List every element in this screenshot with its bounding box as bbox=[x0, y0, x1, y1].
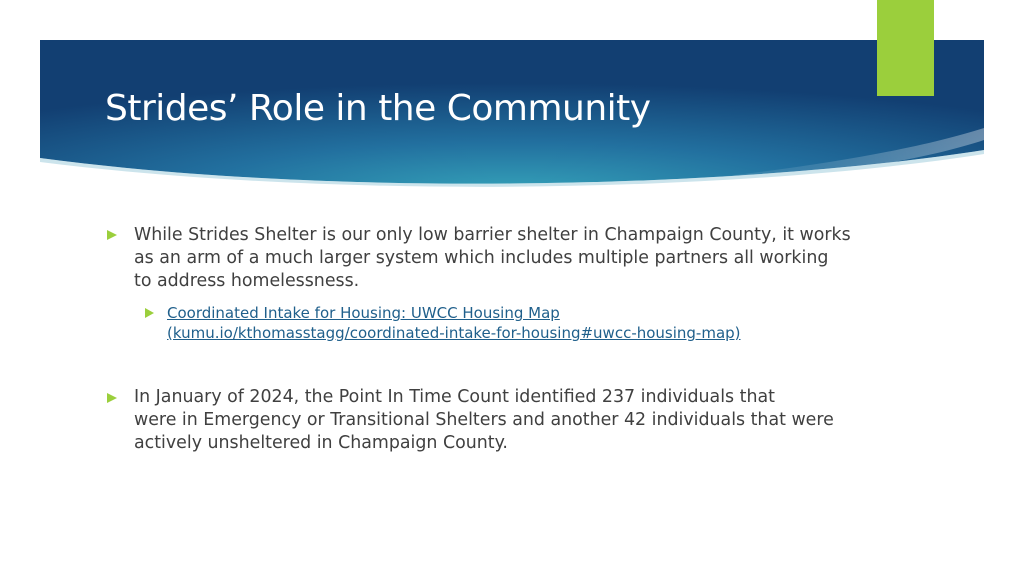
bullet-line: as an arm of a much larger system which includes multiple partners all working bbox=[134, 248, 829, 268]
housing-map-link[interactable] bbox=[167, 303, 741, 343]
bullet-text bbox=[134, 224, 851, 293]
bullet-line: to address homelessness. bbox=[134, 271, 360, 291]
slide-title: Strides’ Role in the Community bbox=[105, 88, 651, 129]
bullet-line: were in Emergency or Transitional Shelters and another 42 individuals that were bbox=[134, 410, 834, 430]
bullet-line: While Strides Shelter is our only low barrier shelter in Champaign County, it works bbox=[134, 225, 851, 245]
bullet-text bbox=[134, 386, 834, 455]
link-line[interactable]: (kumu.io/kthomasstagg/coordinated-intake-for-housing#uwcc-housing-map) bbox=[167, 324, 741, 342]
bullet-line: In January of 2024, the Point In Time Count identified 237 individuals that bbox=[134, 387, 775, 407]
link-line[interactable]: Coordinated Intake for Housing: UWCC Housing Map bbox=[167, 304, 560, 322]
bullet-line: actively unsheltered in Champaign County. bbox=[134, 433, 508, 453]
accent-tab bbox=[877, 0, 934, 96]
bullet-arrow-icon bbox=[107, 230, 117, 240]
sub-bullet-arrow-icon bbox=[145, 308, 154, 318]
bullet-arrow-icon bbox=[107, 393, 117, 403]
